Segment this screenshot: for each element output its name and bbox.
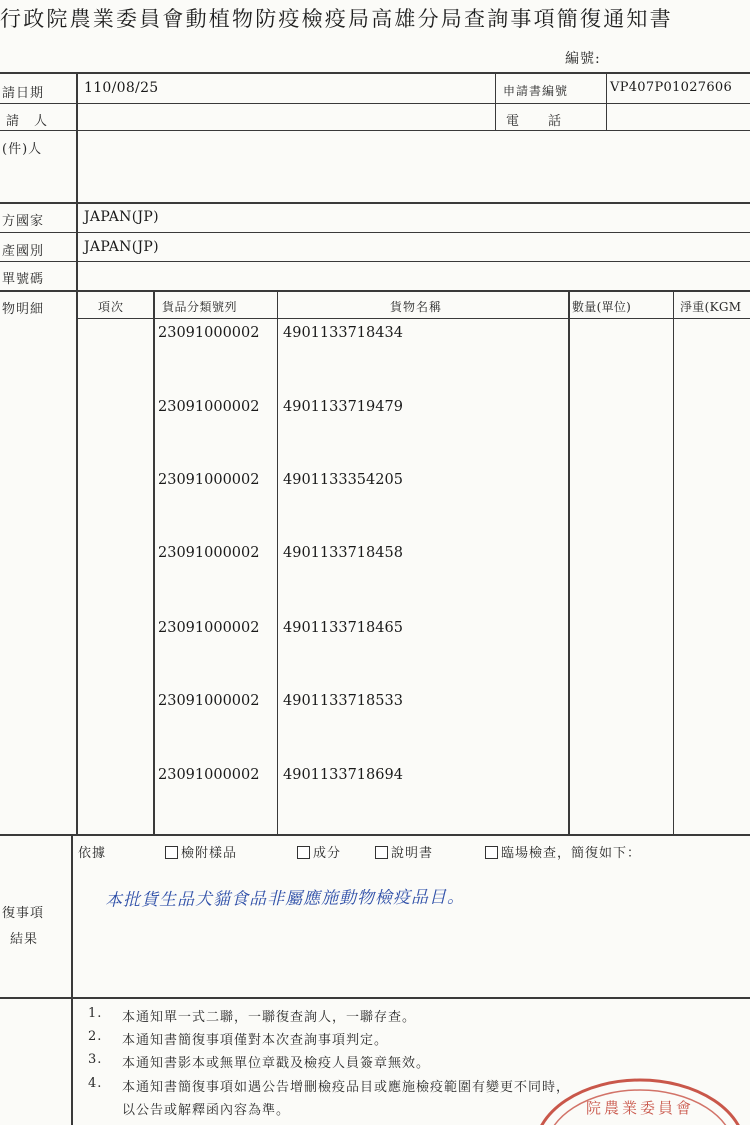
- goods-row-name: 4901133354205: [283, 472, 403, 488]
- application-no-label: 申請書編號: [503, 84, 569, 98]
- checkbox-manual: [375, 846, 388, 859]
- origin-label: 產國別: [2, 244, 45, 259]
- goods-row-code: 23091000002: [158, 545, 260, 561]
- applicant-label: 請 人: [6, 114, 49, 129]
- document-title: 行政院農業委員會動植物防疫檢疫局高雄分局查詢事項簡復通知書: [0, 7, 673, 31]
- svg-text:院農業委員會: 院農業委員會: [585, 1099, 695, 1117]
- option-inspection: [485, 842, 641, 861]
- detail-label: 物明細: [2, 302, 45, 317]
- handwritten-reply: 本批貨生品犬貓食品非屬應施動物檢疫品目。: [104, 887, 466, 911]
- reply-side-label-2: 結果: [10, 932, 39, 947]
- option-sample: [165, 842, 237, 861]
- official-seal: [520, 1075, 750, 1125]
- note-1-num: 1.: [88, 1006, 103, 1021]
- goods-header-qty: 數量(單位): [572, 300, 632, 314]
- apply-date-value: 110/08/25: [84, 80, 159, 96]
- goods-row-name: 4901133718458: [283, 545, 403, 561]
- goods-row-code: 23091000002: [158, 399, 260, 415]
- goods-row-code: 23091000002: [158, 767, 260, 783]
- goods-row-code: 23091000002: [158, 620, 260, 636]
- goods-row-code: 23091000002: [158, 472, 260, 488]
- doc-no-label: 單號碼: [2, 272, 45, 287]
- goods-row-code: 23091000002: [158, 325, 260, 341]
- note-1-text: 本通知單一式二聯，一聯復查詢人，一聯存查。: [122, 1010, 417, 1025]
- goods-header-code: 貨品分類號列: [162, 300, 238, 314]
- item-label: (件)人: [2, 142, 43, 157]
- phone-label: 電 話: [506, 114, 563, 129]
- checkbox-inspection: [485, 846, 498, 859]
- option-manual: [375, 842, 433, 861]
- note-4-num: 4.: [88, 1076, 103, 1091]
- checkbox-sample: [165, 846, 178, 859]
- goods-row-name: 4901133719479: [283, 399, 403, 415]
- origin-value: JAPAN(JP): [84, 239, 159, 255]
- goods-row-name: 4901133718465: [283, 620, 403, 636]
- option-inspection-label: 臨場檢查，簡復如下：: [501, 846, 642, 861]
- goods-row-name: 4901133718434: [283, 325, 403, 341]
- reply-side-label-1: 復事項: [2, 906, 45, 921]
- note-2-num: 2.: [88, 1029, 103, 1044]
- export-country-value: JAPAN(JP): [84, 209, 159, 225]
- reply-basis-label: 依據: [78, 846, 107, 861]
- checkbox-ingredient: [297, 846, 310, 859]
- option-manual-label: 說明書: [391, 846, 434, 861]
- apply-date-label: 請日期: [2, 86, 45, 101]
- option-sample-label: 檢附樣品: [181, 846, 238, 861]
- application-no-value: VP407P01027606: [610, 80, 733, 95]
- goods-header-weight: 淨重(KGM: [680, 300, 742, 314]
- option-ingredient: [297, 842, 341, 861]
- note-2-text: 本通知書簡復事項僅對本次查詢事項判定。: [122, 1033, 389, 1048]
- note-4-text: 本通知書簡復事項如遇公告增刪檢疫品目或應施檢疫範圍有變更不同時，: [122, 1080, 571, 1095]
- goods-header-seq: 項次: [98, 300, 125, 314]
- note-3-text: 本通知書影本或無單位章戳及檢疫人員簽章無效。: [122, 1056, 431, 1071]
- goods-row-name: 4901133718533: [283, 693, 403, 709]
- export-country-label: 方國家: [2, 214, 45, 229]
- goods-row-name: 4901133718694: [283, 767, 403, 783]
- form-number-label: 編號:: [565, 51, 601, 67]
- goods-header-name: 貨物名稱: [390, 300, 443, 314]
- note-4-continued: 以公告或解釋函內容為準。: [122, 1103, 291, 1118]
- note-3-num: 3.: [88, 1052, 103, 1067]
- goods-row-code: 23091000002: [158, 693, 260, 709]
- option-ingredient-label: 成分: [313, 846, 342, 861]
